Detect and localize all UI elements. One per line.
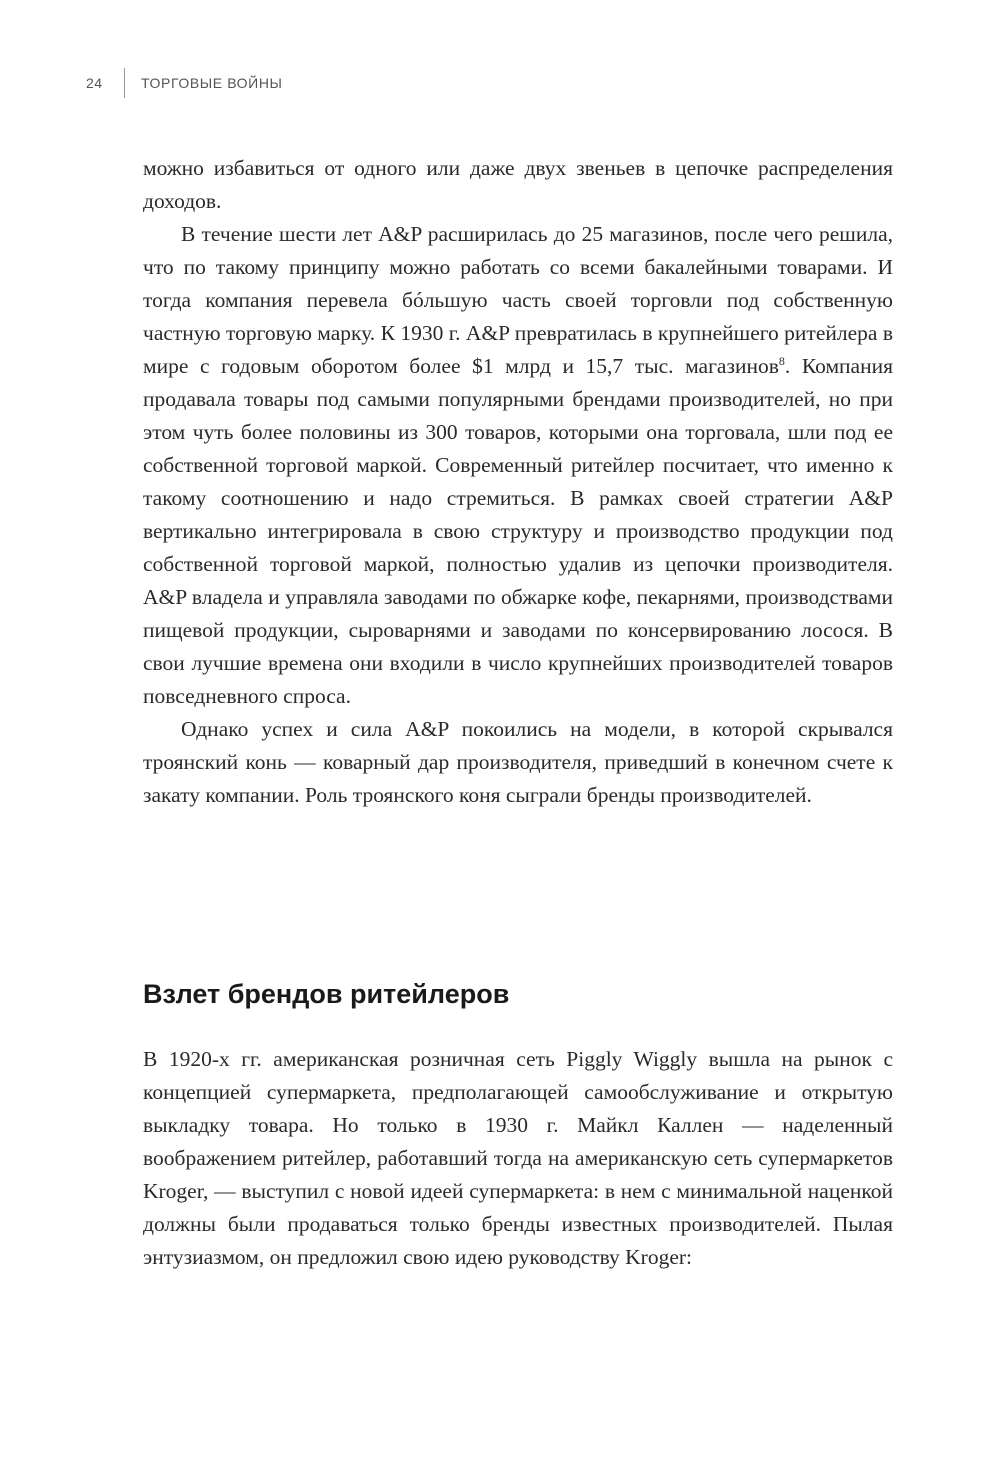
paragraph-text: В течение шести лет A&P расширилась до 25 магазинов, после чего решила, что по такому принципу можно работать со всеми бакалейными товарами. И тогда компания перевела бóльшую часть своей торговли под собственную частную торговую марку. К 1930 г. A&P превратилась в крупнейшего ритейлера в мире с годовым оборотом более $1 млрд и 15,7 тыс. магазинов — [143, 222, 893, 378]
paragraph: Однако успех и сила A&P покоились на модели, в которой скрывался троянский конь — коварный дар производителя, приведший в конечном счете к закату компании. Роль троянского коня сыграли бренды производителей. — [143, 717, 893, 807]
body-text — [143, 152, 893, 812]
paragraph: можно избавиться от одного или даже двух звеньев в цепочке распределения доходов. — [143, 156, 893, 213]
running-header — [0, 58, 1000, 108]
paragraph: В 1920-х гг. американская розничная сеть Piggly Wiggly вышла на рынок с концепцией супермаркета, предполагающей самообслуживание и открытую выкладку товара. Но только в 1930 г. Майкл Каллен — наделенный воображением ритейлер, работавший тогда на американскую сеть супермаркетов Kroger, — выступил с новой идеей супермаркета: в нем с минимальной наценкой должны были продаваться только бренды известных производителей. Пылая энтузиазмом, он предложил свою идею руководству Kroger: — [143, 1047, 893, 1269]
section-body-text — [143, 1043, 893, 1274]
page-number: 24 — [86, 75, 103, 91]
paragraph-text: . Компания продавала товары под самыми популярными брендами производителей, но при этом чуть более половины из 300 товаров, которыми она торговала, шли под ее собственной торговой маркой. Современный ритейлер посчитает, что именно к такому соотношению и надо стремиться. В рамках своей стратегии A&P вертикально интегрировала в свою структуру и производство продукции под собственной торговой маркой, полностью удалив из цепочки производителя. A&P владела и управляла заводами по обжарке кофе, пекарнями, производствами пищевой продукции, сыроварнями и заводами по консервированию лосося. В свои лучшие времена они входили в число крупнейших производителей товаров повседневного спроса. — [143, 354, 893, 708]
paragraph — [143, 218, 893, 713]
footnote-reference[interactable]: 8 — [778, 353, 785, 368]
running-title: ТОРГОВЫЕ ВОЙНЫ — [141, 75, 283, 91]
section-heading: Взлет брендов ритейлеров — [143, 979, 510, 1009]
header-divider — [124, 68, 125, 98]
